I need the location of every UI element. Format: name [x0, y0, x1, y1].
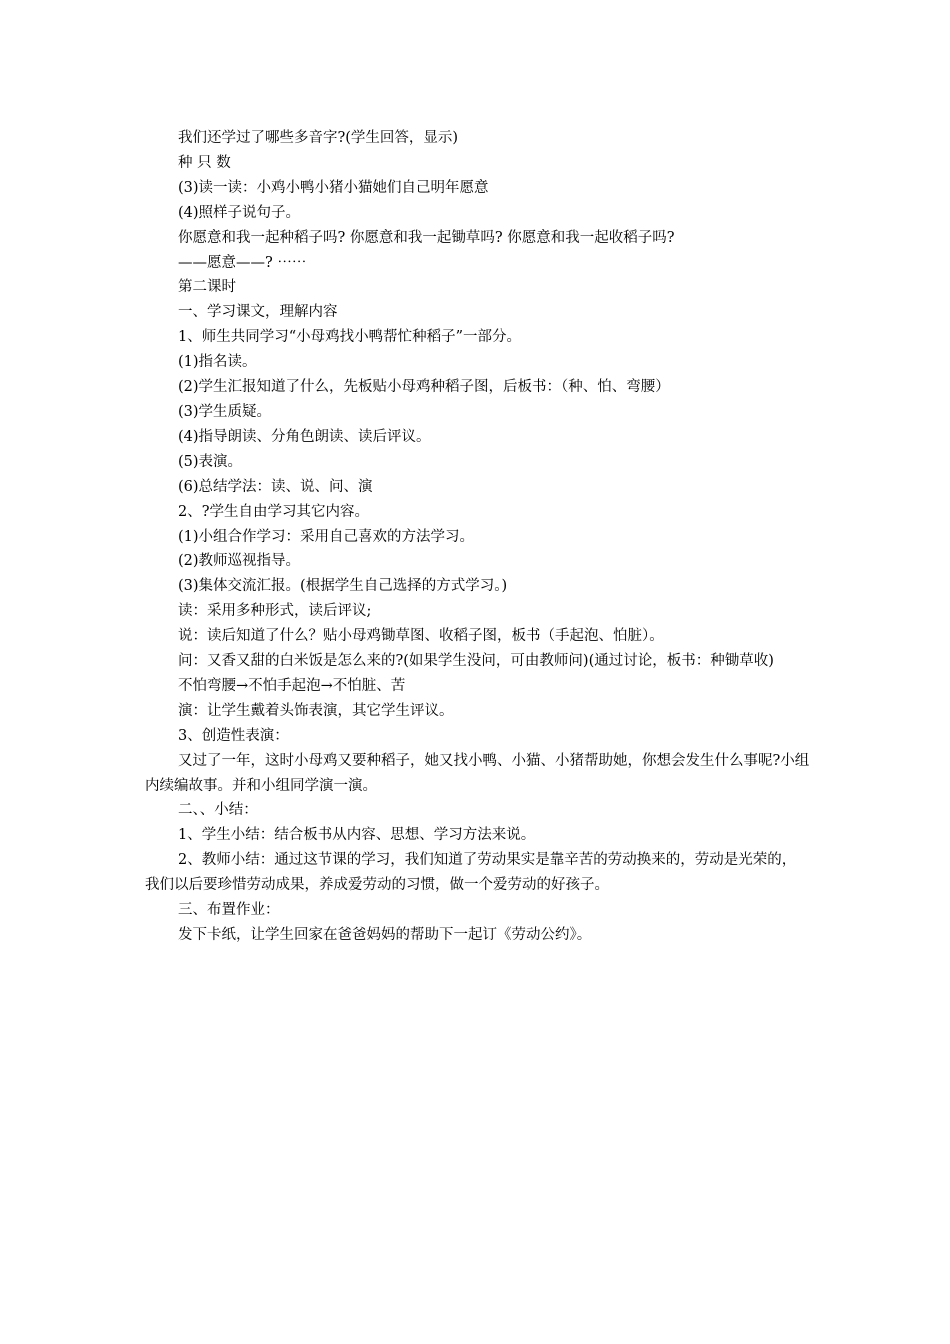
paragraph: 1、师生共同学习“小母鸡找小鸭帮忙种稻子”一部分。: [178, 329, 522, 346]
paragraph: 问：又香又甜的白米饭是怎么来的?(如果学生没问，可由教师问)(通过讨论，板书：种锄草收): [178, 653, 774, 670]
paragraph: 1、学生小结：结合板书从内容、思想、学习方法来说。: [178, 827, 536, 844]
paragraph: 种 只 数: [178, 154, 231, 171]
paragraph: 不怕弯腰→不怕手起泡→不怕脏、苦: [178, 677, 406, 694]
section-heading: 一、学习课文，理解内容: [178, 304, 338, 321]
paragraph: 你愿意和我一起种稻子吗? 你愿意和我一起锄草吗? 你愿意和我一起收稻子吗?: [178, 229, 675, 246]
paragraph: 我们还学过了哪些多音字?(学生回答，显示): [178, 130, 459, 146]
paragraph: 演：让学生戴着头饰表演，其它学生评议。: [178, 702, 454, 719]
paragraph: 读：采用多种形式，读后评议;: [178, 603, 372, 620]
paragraph: (1)指名读。: [178, 354, 257, 371]
paragraph: 又过了一年，这时小母鸡又要种稻子，她又找小鸭、小猫、小猪帮助她，你想会发生什么事呢?小组内续编故事。并和小组同学演一演。: [145, 752, 810, 794]
paragraph: (4)指导朗读、分角色朗读、读后评议。: [178, 428, 431, 445]
section-heading: 二、、小结：: [178, 802, 258, 819]
paragraph: (5)表演。: [178, 453, 243, 470]
paragraph: (2)教师巡视指导。: [178, 553, 301, 570]
section-heading: 三、布置作业：: [178, 902, 280, 919]
paragraph: 2、?学生自由学习其它内容。: [178, 503, 369, 520]
paragraph: (2)学生汇报知道了什么，先板贴小母鸡种稻子图，后板书：（种、怕、弯腰）: [178, 379, 670, 396]
paragraph: (1)小组合作学习：采用自己喜欢的方法学习。: [178, 528, 475, 545]
document-body: [145, 126, 810, 948]
paragraph: (3)学生质疑。: [178, 403, 272, 420]
paragraph: (4)照样子说句子。: [178, 204, 301, 221]
paragraph: (6)总结学法：读、说、问、演: [178, 478, 373, 495]
paragraph: (3)集体交流汇报。(根据学生自己选择的方式学习。): [178, 578, 508, 595]
paragraph: 发下卡纸，让学生回家在爸爸妈妈的帮助下一起订《劳动公约》。: [178, 927, 592, 943]
paragraph: (3)读一读：小鸡小鸭小猪小猫她们自己明年愿意: [178, 179, 489, 196]
paragraph: 2、教师小结：通过这节课的学习，我们知道了劳动果实是靠辛苦的劳动换来的，劳动是光荣的，我们以后要珍惜劳动成果，养成爱劳动的习惯，做一个爱劳动的好孩子。: [145, 852, 797, 894]
paragraph: 3、创造性表演：: [178, 727, 289, 744]
paragraph: 说：读后知道了什么？贴小母鸡锄草图、收稻子图，板书（手起泡、怕脏）。: [178, 628, 664, 645]
section-heading: 第二课时: [178, 279, 236, 296]
paragraph: ——愿意——? ⋯⋯: [178, 254, 307, 271]
